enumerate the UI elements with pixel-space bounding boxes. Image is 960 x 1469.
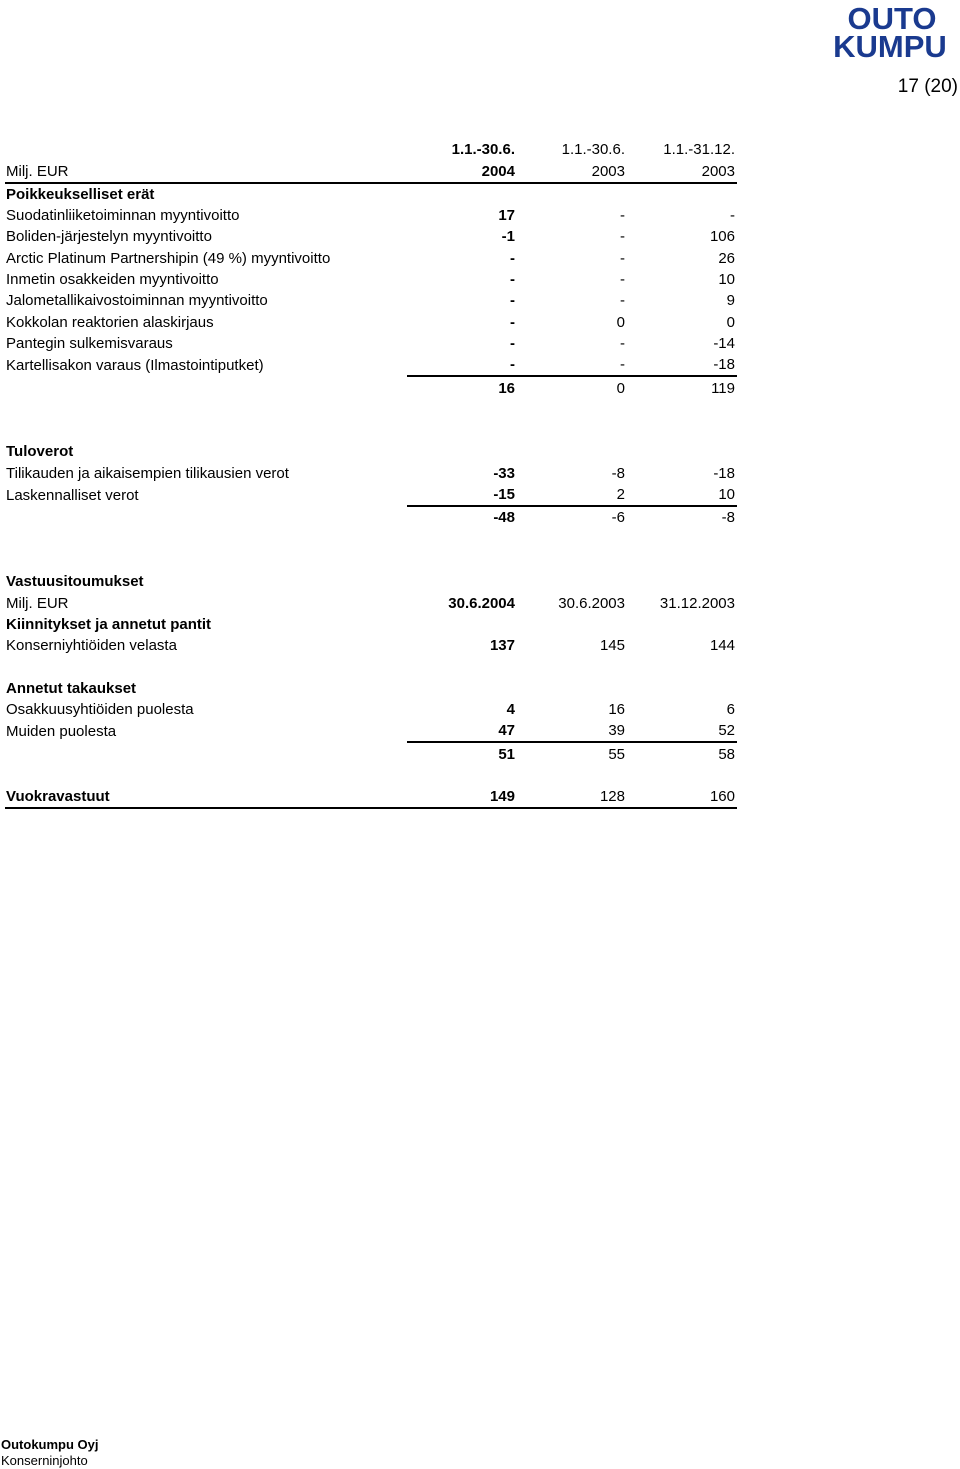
value-col-1: -15 xyxy=(407,484,517,506)
value-col-1: 149 xyxy=(407,786,517,808)
table-row xyxy=(5,441,737,462)
value-col-3 xyxy=(627,528,737,549)
value-col-3 xyxy=(627,614,737,635)
value-col-1 xyxy=(407,183,517,205)
value-col-1: 30.6.2004 xyxy=(448,594,515,612)
value-col-2: 0 xyxy=(616,313,625,331)
value-col-3: -8 xyxy=(721,509,735,527)
row-label: Tilikauden ja aikaisempien tilikausien verot xyxy=(6,464,289,482)
row-label: Milj. EUR xyxy=(5,160,407,182)
row-label: Kiinnitykset ja annetut pantit xyxy=(6,615,212,633)
value-col-3: 52 xyxy=(627,720,737,742)
value-col-1 xyxy=(407,677,517,698)
value-col-2 xyxy=(517,765,627,786)
value-col-1: - xyxy=(510,292,515,310)
row-label: Suodatinliiketoiminnan myyntivoitto xyxy=(6,207,240,225)
value-col-3: 2003 xyxy=(627,160,737,182)
table-row xyxy=(5,720,737,742)
value-col-2: - xyxy=(620,207,625,225)
value-col-1: - xyxy=(510,313,515,331)
value-col-1: - xyxy=(510,249,515,267)
row-label xyxy=(5,742,407,764)
logo-text-outo: OUTO xyxy=(847,2,937,36)
row-label: Laskennalliset verot xyxy=(6,487,139,505)
value-col-1: -48 xyxy=(493,509,515,527)
footer xyxy=(1,1437,99,1469)
value-col-1 xyxy=(407,420,517,441)
value-col-1: - xyxy=(407,354,517,376)
value-col-2: -8 xyxy=(611,464,625,482)
value-col-2: 2 xyxy=(517,484,627,506)
table-row xyxy=(5,376,737,398)
footer-company: Outokumpu Oyj xyxy=(1,1437,99,1452)
value-col-1: -1 xyxy=(501,228,515,246)
row-label: Konserniyhtiöiden velasta xyxy=(6,637,177,655)
value-col-2 xyxy=(517,677,627,698)
value-col-3 xyxy=(627,441,737,462)
row-label: Kartellisakon varaus (Ilmastointiputket) xyxy=(6,357,264,375)
page-number: 17 (20) xyxy=(897,76,958,97)
logo-text-kumpu: KUMPU xyxy=(833,29,947,60)
row-label: Kokkolan reaktorien alaskirjaus xyxy=(6,313,214,331)
row-label: Osakkuusyhtiöiden puolesta xyxy=(6,701,194,719)
row-label: Arctic Platinum Partnershipin (49 %) myyntivoitto xyxy=(6,249,331,267)
value-col-1 xyxy=(407,614,517,635)
table-row xyxy=(5,699,737,720)
value-col-2 xyxy=(517,550,627,571)
value-col-3: - xyxy=(730,207,735,225)
value-col-1: - xyxy=(510,271,515,289)
table-row xyxy=(5,226,737,247)
row-label xyxy=(5,765,407,786)
value-col-2: - xyxy=(620,271,625,289)
table-row xyxy=(5,269,737,290)
table-row xyxy=(5,765,737,786)
table-row xyxy=(5,290,737,311)
table-row xyxy=(5,139,737,160)
value-col-3: -14 xyxy=(713,334,735,352)
value-col-3 xyxy=(627,420,737,441)
value-col-2: - xyxy=(620,249,625,267)
table-row xyxy=(5,656,737,677)
value-col-3: 144 xyxy=(709,637,735,655)
value-col-3: -18 xyxy=(627,354,737,376)
table-row xyxy=(5,528,737,549)
value-col-3: 31.12.2003 xyxy=(659,594,735,612)
financial-table xyxy=(5,139,737,809)
row-label xyxy=(5,528,407,549)
value-col-1: - xyxy=(510,334,515,352)
value-col-2: 39 xyxy=(517,720,627,742)
table-row xyxy=(5,183,737,205)
table-row xyxy=(5,592,737,613)
value-col-2: 145 xyxy=(599,637,625,655)
table-row xyxy=(5,205,737,226)
value-col-3: 9 xyxy=(726,292,735,310)
value-col-3: 1.1.-31.12. xyxy=(663,141,735,159)
table-row xyxy=(5,677,737,698)
value-col-2 xyxy=(517,528,627,549)
financial-table-body xyxy=(5,139,737,808)
row-label: Annetut takaukset xyxy=(6,679,137,697)
row-label: Tuloverot xyxy=(6,443,74,461)
value-col-3 xyxy=(627,677,737,698)
value-col-1 xyxy=(407,441,517,462)
table-row xyxy=(5,571,737,592)
value-col-1: 1.1.-30.6. xyxy=(451,141,515,159)
value-col-3: 26 xyxy=(718,249,735,267)
value-col-1: -33 xyxy=(493,464,515,482)
value-col-3: -18 xyxy=(713,464,735,482)
value-col-2: 30.6.2003 xyxy=(558,594,625,612)
value-col-3 xyxy=(627,571,737,592)
value-col-1: 16 xyxy=(498,379,515,397)
table-row xyxy=(5,614,737,635)
value-col-1: 17 xyxy=(498,207,515,225)
value-col-2: 0 xyxy=(616,379,625,397)
table-row xyxy=(5,635,737,656)
value-col-2: 16 xyxy=(608,701,625,719)
value-col-3: 0 xyxy=(726,313,735,331)
row-label: Milj. EUR xyxy=(6,594,69,612)
value-col-2: - xyxy=(620,292,625,310)
value-col-2 xyxy=(517,420,627,441)
table-row xyxy=(5,420,737,441)
value-col-2: - xyxy=(620,228,625,246)
value-col-1 xyxy=(407,528,517,549)
table-row xyxy=(5,311,737,332)
table-row xyxy=(5,247,737,268)
value-col-2 xyxy=(517,441,627,462)
value-col-3 xyxy=(627,399,737,420)
value-col-3 xyxy=(627,656,737,677)
table-row xyxy=(5,462,737,483)
value-col-1: 4 xyxy=(506,701,515,719)
value-col-1 xyxy=(407,765,517,786)
value-col-3: 106 xyxy=(709,228,735,246)
table-row xyxy=(5,354,737,376)
row-label: Jalometallikaivostoiminnan myyntivoitto xyxy=(6,292,268,310)
row-label xyxy=(5,139,407,160)
table-row xyxy=(5,399,737,420)
value-col-1: 137 xyxy=(489,637,515,655)
value-col-2: 1.1.-30.6. xyxy=(561,141,625,159)
value-col-3 xyxy=(627,183,737,205)
value-col-3 xyxy=(627,765,737,786)
value-col-2 xyxy=(517,656,627,677)
row-label: Pantegin sulkemisvaraus xyxy=(6,334,173,352)
value-col-3: 160 xyxy=(627,786,737,808)
footer-unit: Konserninjohto xyxy=(1,1453,88,1468)
value-col-2 xyxy=(517,399,627,420)
value-col-1 xyxy=(407,550,517,571)
value-col-2: - xyxy=(517,354,627,376)
value-col-1: 47 xyxy=(407,720,517,742)
table-row xyxy=(5,484,737,506)
value-col-2 xyxy=(517,614,627,635)
table-row xyxy=(5,786,737,808)
value-col-1 xyxy=(407,571,517,592)
value-col-3: 58 xyxy=(718,745,735,763)
table-row xyxy=(5,333,737,354)
value-col-2 xyxy=(517,183,627,205)
value-col-2 xyxy=(517,571,627,592)
row-label xyxy=(5,656,407,677)
row-label xyxy=(5,376,407,398)
value-col-1 xyxy=(407,656,517,677)
row-label xyxy=(5,420,407,441)
value-col-1: 2004 xyxy=(407,160,517,182)
value-col-2: 128 xyxy=(517,786,627,808)
outokumpu-logo xyxy=(820,2,960,60)
row-label: Boliden-järjestelyn myyntivoitto xyxy=(6,228,212,246)
value-col-1: 51 xyxy=(498,745,515,763)
value-col-2: 2003 xyxy=(517,160,627,182)
value-col-1 xyxy=(407,399,517,420)
table-row xyxy=(5,742,737,764)
row-label: Vuokravastuut xyxy=(5,786,407,808)
table-row xyxy=(5,550,737,571)
row-label xyxy=(5,550,407,571)
value-col-3: 10 xyxy=(627,484,737,506)
row-label: Muiden puolesta xyxy=(6,723,117,741)
row-label xyxy=(5,506,407,528)
row-label: Inmetin osakkeiden myyntivoitto xyxy=(6,271,219,289)
value-col-2: - xyxy=(620,334,625,352)
value-col-3: 119 xyxy=(711,379,735,397)
value-col-3 xyxy=(627,550,737,571)
value-col-3: 6 xyxy=(726,701,735,719)
table-row xyxy=(5,506,737,528)
value-col-2: -6 xyxy=(611,509,625,527)
value-col-2: 55 xyxy=(608,745,625,763)
row-label: Poikkeukselliset erät xyxy=(6,185,155,203)
row-label xyxy=(5,399,407,420)
table-row xyxy=(5,160,737,182)
value-col-3: 10 xyxy=(718,271,735,289)
row-label: Vastuusitoumukset xyxy=(6,573,144,591)
